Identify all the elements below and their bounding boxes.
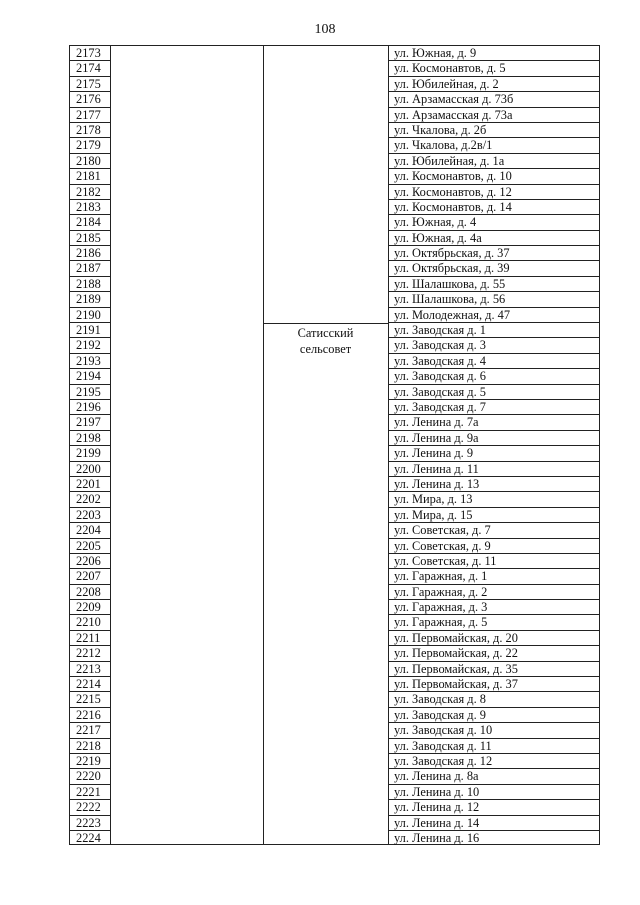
address-cell: ул. Юбилейная, д. 2 (388, 77, 600, 92)
row-number-cell: 2222 (70, 800, 110, 815)
address-cell: ул. Заводская д. 11 (388, 739, 600, 754)
address-cell: ул. Заводская д. 5 (388, 385, 600, 400)
row-number-cell: 2223 (70, 816, 110, 831)
row-number-cell: 2184 (70, 215, 110, 230)
address-cell: ул. Заводская д. 6 (388, 369, 600, 384)
row-number-cell: 2174 (70, 61, 110, 76)
column-divider (263, 46, 264, 844)
address-table (69, 45, 600, 845)
address-cell: ул. Космонавтов, д. 12 (388, 185, 600, 200)
row-number-cell: 2219 (70, 754, 110, 769)
row-number-cell: 2212 (70, 646, 110, 661)
row-number-cell: 2185 (70, 231, 110, 246)
address-cell: ул. Шалашкова, д. 55 (388, 277, 600, 292)
row-number-cell: 2195 (70, 385, 110, 400)
row-number-cell: 2188 (70, 277, 110, 292)
address-cell: ул. Ленина д. 14 (388, 816, 600, 831)
address-cell: ул. Молодежная, д. 47 (388, 308, 600, 323)
address-cell: ул. Заводская д. 12 (388, 754, 600, 769)
address-cell: ул. Мира, д. 13 (388, 492, 600, 507)
district-cell (263, 323, 388, 355)
address-cell: ул. Ленина д. 9а (388, 431, 600, 446)
address-cell: ул. Южная, д. 4а (388, 231, 600, 246)
address-cell: ул. Космонавтов, д. 14 (388, 200, 600, 215)
column-divider (110, 46, 111, 844)
row-number-cell: 2190 (70, 308, 110, 323)
address-cell: ул. Первомайская, д. 22 (388, 646, 600, 661)
address-cell: ул. Советская, д. 7 (388, 523, 600, 538)
address-cell: ул. Ленина д. 8а (388, 769, 600, 784)
address-column (388, 46, 600, 846)
address-cell: ул. Чкалова, д. 2б (388, 123, 600, 138)
address-cell: ул. Заводская д. 7 (388, 400, 600, 415)
address-cell: ул. Арзамасская д. 73а (388, 108, 600, 123)
row-number-cell: 2210 (70, 615, 110, 630)
row-number-cell: 2177 (70, 108, 110, 123)
address-cell: ул. Ленина д. 11 (388, 462, 600, 477)
address-cell: ул. Октябрьская, д. 37 (388, 246, 600, 261)
row-number-cell: 2205 (70, 539, 110, 554)
row-number-cell: 2207 (70, 569, 110, 584)
address-cell: ул. Юбилейная, д. 1а (388, 154, 600, 169)
row-number-cell: 2178 (70, 123, 110, 138)
row-number-cell: 2186 (70, 246, 110, 261)
row-number-cell: 2182 (70, 185, 110, 200)
address-cell: ул. Гаражная, д. 3 (388, 600, 600, 615)
row-number-cell: 2187 (70, 261, 110, 276)
address-cell: ул. Шалашкова, д. 56 (388, 292, 600, 307)
address-cell: ул. Космонавтов, д. 5 (388, 61, 600, 76)
address-cell: ул. Первомайская, д. 35 (388, 662, 600, 677)
address-cell: ул. Гаражная, д. 1 (388, 569, 600, 584)
row-number-cell: 2202 (70, 492, 110, 507)
address-cell: ул. Заводская д. 4 (388, 354, 600, 369)
row-number-cell: 2189 (70, 292, 110, 307)
row-number-cell: 2198 (70, 431, 110, 446)
row-number-cell: 2175 (70, 77, 110, 92)
address-cell: ул. Ленина д. 10 (388, 785, 600, 800)
row-number-cell: 2203 (70, 508, 110, 523)
row-number-cell: 2176 (70, 92, 110, 107)
address-cell: ул. Мира, д. 15 (388, 508, 600, 523)
address-cell: ул. Гаражная, д. 5 (388, 615, 600, 630)
row-number-cell: 2208 (70, 585, 110, 600)
row-number-cell: 2209 (70, 600, 110, 615)
row-number-cell: 2201 (70, 477, 110, 492)
address-cell: ул. Заводская д. 9 (388, 708, 600, 723)
row-number-cell: 2211 (70, 631, 110, 646)
row-number-cell: 2194 (70, 369, 110, 384)
address-cell: ул. Ленина д. 13 (388, 477, 600, 492)
row-number-cell: 2199 (70, 446, 110, 461)
row-number-cell: 2183 (70, 200, 110, 215)
row-number-cell: 2204 (70, 523, 110, 538)
address-cell: ул. Космонавтов, д. 10 (388, 169, 600, 184)
row-number-cell: 2217 (70, 723, 110, 738)
address-cell: ул. Заводская д. 8 (388, 692, 600, 707)
address-cell: ул. Гаражная, д. 2 (388, 585, 600, 600)
row-number-cell: 2193 (70, 354, 110, 369)
address-cell: ул. Южная, д. 9 (388, 46, 600, 61)
row-number-cell: 2221 (70, 785, 110, 800)
address-cell: ул. Ленина д. 16 (394, 830, 480, 845)
row-number-cell: 2180 (70, 154, 110, 169)
address-cell: ул. Южная, д. 4 (388, 215, 600, 230)
row-number-cell: 2215 (70, 692, 110, 707)
address-cell: ул. Ленина д. 9 (388, 446, 600, 461)
address-cell: ул. Советская, д. 9 (388, 539, 600, 554)
address-cell: ул. Заводская д. 1 (388, 323, 600, 338)
district-name-line2: сельсовет (299, 342, 352, 356)
row-number-cell: 2216 (70, 708, 110, 723)
address-cell: ул. Первомайская, д. 37 (388, 677, 600, 692)
page-number: 108 (314, 22, 336, 37)
row-number-cell: 2196 (70, 400, 110, 415)
address-cell: ул. Чкалова, д.2в/1 (388, 138, 600, 153)
address-cell: ул. Первомайская, д. 20 (388, 631, 600, 646)
address-cell: ул. Октябрьская, д. 39 (388, 261, 600, 276)
address-cell: ул. Ленина д. 12 (388, 800, 600, 815)
row-number-cell: 2192 (70, 338, 110, 353)
row-number-cell: 2200 (70, 462, 110, 477)
row-number-cell: 2191 (70, 323, 110, 338)
address-cell: ул. Заводская д. 3 (388, 338, 600, 353)
address-cell: ул. Арзамасская д. 73б (388, 92, 600, 107)
row-number-cell: 2224 (76, 830, 101, 845)
row-number-cell: 2181 (70, 169, 110, 184)
address-cell: ул. Заводская д. 10 (388, 723, 600, 738)
row-number-cell: 2220 (70, 769, 110, 784)
row-number-cell: 2214 (70, 677, 110, 692)
address-cell: ул. Советская, д. 11 (388, 554, 600, 569)
row-number-cell: 2173 (70, 46, 110, 61)
row-number-column (70, 46, 110, 846)
row-number-cell: 2213 (70, 662, 110, 677)
row-number-cell: 2179 (70, 138, 110, 153)
row-number-cell: 2197 (70, 415, 110, 430)
address-cell: ул. Ленина д. 7а (388, 415, 600, 430)
district-name-line1: Сатисский (297, 326, 354, 340)
row-number-cell: 2218 (70, 739, 110, 754)
row-number-cell: 2206 (70, 554, 110, 569)
